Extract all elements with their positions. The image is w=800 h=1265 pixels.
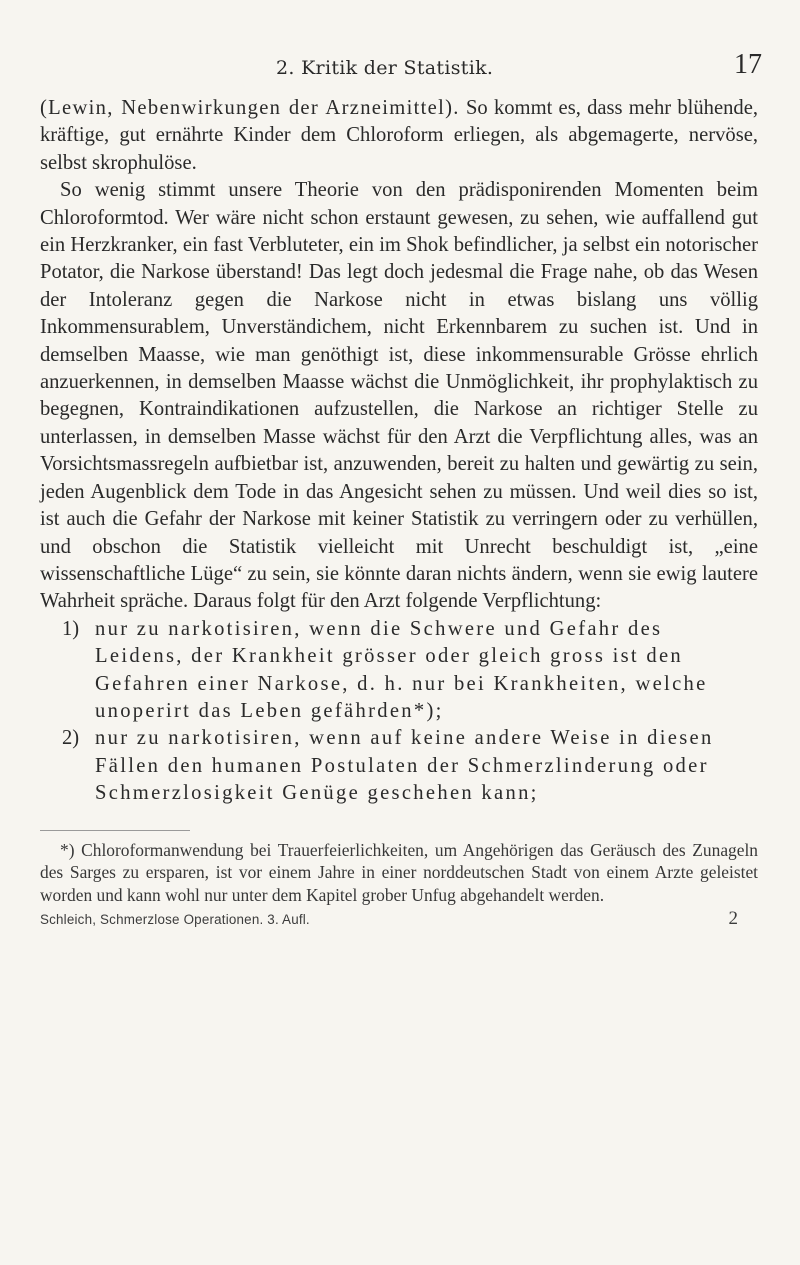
obligation-number: 2) <box>62 727 80 750</box>
signature-title: Schleich, Schmerzlose Operationen. 3. Aufl. <box>40 912 310 928</box>
running-title: 2. Kritik der Statistik. <box>276 57 494 79</box>
signature-line <box>40 908 758 934</box>
main-text <box>40 95 758 616</box>
footnote: *) Chloroformanwendung bei Trauerfeierlichkeiten, um Angehörigen das Geräusch des Zunageln des Sarges zu ersparen, ist vor einem Jahre in einer norddeutschen Stadt von einem Arzte geleistet worden und kann wohl nur unter dem Kapitel grober Unfug abgehandelt werden. <box>40 839 758 905</box>
obligation-list <box>40 616 758 808</box>
paragraph-2: So wenig stimmt unsere Theorie von den prädisponirenden Momenten beim Chloroformtod. Wer wäre nicht schon erstaunt gewesen, zu sehen, wie auffallend gut ein Herzkranker, ein fast Verbluteter, ein im Shok befindlicher, ja selbst ein notorischer Potator, die Narkose überstand! Das legt doch jedesmal die Frage nahe, ob das Wesen der Intoleranz gegen die Narkose nicht in etwas bislang uns völlig Inkommensurablem, Unverständichem, nicht Erkennbarem zu suchen ist. Und in demselben Maasse, wie man genöthigt ist, diese inkommensurable Grösse ehrlich anzuerkennen, in demselben Maasse wächst die Unmöglichkeit, ihr prophylaktisch zu begegnen, Kontraindikationen aufzustellen, die Narkose an richtiger Stelle zu unterlassen, in demselben Masse wächst für den Arzt die Verpflichtung alles, was an Vorsichtsmassregeln aufbietbar ist, anzuwenden, bereit zu halten und gewärtig zu sein, jeden Augenblick dem Tode in das Angesicht sehen zu müssen. Und weil dies so ist, ist auch die Gefahr der Narkose mit keiner Statistik zu verringern oder zu verhüllen, und obschon die Statistik vielleicht mit Unrecht beschuldigt ist, „eine wissenschaftliche Lüge“ zu sein, sie könnte daran nichts ändern, wenn sie ewig lautere Wahrheit spräche. Daraus folgt für den Arzt folgende Verpflichtung: <box>40 179 758 613</box>
paragraph-1 <box>40 95 758 177</box>
footnote-divider <box>40 830 190 831</box>
obligation-item-1 <box>40 616 758 726</box>
running-head <box>40 49 762 95</box>
obligation-item-2 <box>40 725 758 807</box>
obligation-text: nur zu narkotisiren, wenn die Schwere und Gefahr des Leidens, der Krankheit grösser oder gleich gross ist den Gefahren einer Narkose, d. h. nur bei Krankheiten, welche unoperirt das Leben gefährden*); <box>95 617 708 722</box>
citation-lewin: (Lewin, Nebenwirkungen der Arzneimittel). <box>40 97 460 119</box>
signature-mark: 2 <box>728 908 738 930</box>
book-page <box>40 49 762 934</box>
paragraph-1-rest: So kommt es, dass mehr blühende, kräftige, gut ernährte Kinder dem Chloroform erliegen, als abgemagerte, nervöse, selbst skrophulöse. <box>40 97 758 174</box>
obligation-number: 1) <box>62 617 80 640</box>
obligation-text: nur zu narkotisiren, wenn auf keine andere Weise in diesen Fällen den humanen Postulaten der Schmerzlinderung oder Schmerzlosigkeit Genüge geschehen kann; <box>95 727 714 805</box>
page-number: 17 <box>734 49 762 80</box>
